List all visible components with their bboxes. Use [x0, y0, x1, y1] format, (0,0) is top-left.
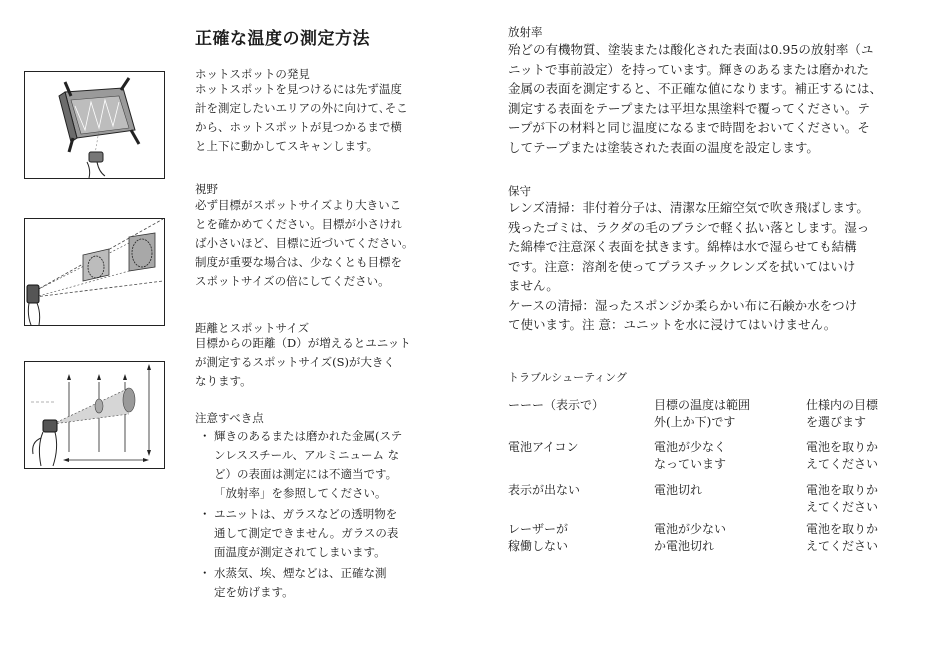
notes-list [195, 427, 435, 602]
text-line: ニットで事前設定）を持っています。輝きのあるまたは磨かれた [508, 61, 870, 77]
text-line: 外(上か下)です [654, 415, 736, 429]
text-line: 定を妨げます。 [214, 585, 294, 599]
text-line: 面温度が測定されてしまいます。 [214, 545, 386, 559]
text-line: ープが下の材料と同じ温度になるまで時間をおいてください。そ [508, 120, 870, 135]
text-line: 制度が重要な場合は、少なくとも目標を [195, 255, 402, 269]
text-line: なっています [654, 457, 727, 471]
text-line: 電池切れ [654, 483, 703, 497]
hotspot-scan-illustration [25, 72, 164, 178]
text-line: ユニットは、ガラスなどの透明物を [214, 507, 398, 521]
cause-cell [654, 397, 750, 431]
table-row [508, 482, 908, 518]
text-line: 電池が少なく [654, 440, 727, 454]
text-line: ません。 [508, 278, 559, 293]
distance-spot-figure [24, 361, 165, 469]
text-line: を選びます [806, 415, 867, 429]
text-line: 計を測定したいエリアの外に向けて､そこ [195, 101, 408, 115]
text-line: 目標の温度は範囲 [654, 398, 751, 412]
text-line: 通して測定できません。ガラスの表 [214, 526, 399, 540]
field-of-view-illustration [25, 219, 164, 325]
text-line: 必ず目標がスポットサイズより大きいこ [195, 198, 402, 212]
hotspot-scan-figure [24, 71, 165, 179]
notes-item [195, 564, 435, 602]
text-line: えてください [806, 457, 879, 471]
text-line: 金属の表面を測定すると、不正確な値になります。補正するには、 [508, 81, 883, 96]
bullet-mark: ・ [199, 566, 211, 580]
symptom-cell [508, 482, 580, 499]
text-line: とを確かめてください。目標が小さけれ [195, 217, 402, 231]
maintenance-heading: 保守 [508, 184, 531, 198]
text-line: 輝きのあるまたは磨かれた金属(ステ [214, 429, 403, 443]
troubleshooting-heading: トラブルシューティング [508, 371, 627, 384]
text-line: 電池を取りか [806, 522, 879, 536]
text-line: ホットスポットを見つけるには先ず温度 [195, 82, 402, 96]
action-cell [806, 521, 878, 555]
view-heading: 視野 [195, 182, 218, 196]
bullet-mark: ・ [199, 507, 211, 521]
cause-cell [654, 439, 726, 473]
symptom-cell [508, 439, 578, 456]
table-row [508, 439, 908, 475]
text-line: なります。 [195, 374, 252, 388]
table-row [508, 397, 908, 433]
notes-item [195, 505, 435, 562]
text-line: 仕様内の目標 [806, 398, 879, 412]
text-line: 表示が出ない [508, 483, 581, 497]
text-line: ンレススチール、アルミニューム な [214, 448, 400, 462]
view-text [195, 196, 414, 291]
hotspot-text [195, 80, 408, 156]
text-line: レンズ清掃：非付着分子は、清潔な圧縮空気で吹き飛ばします。 [508, 200, 869, 215]
text-line: 目標からの距離（D）が増えるとユニット [195, 336, 411, 350]
table-row [508, 521, 908, 557]
action-cell [806, 397, 878, 431]
bullet-mark: ・ [199, 429, 211, 443]
text-line: スポットサイズの倍にしてください。 [195, 274, 390, 288]
emissivity-heading: 放射率 [508, 25, 543, 39]
text-line: 電池が少ない [654, 522, 727, 536]
text-line: 電池を取りか [806, 483, 879, 497]
text-line: レーザーが [508, 522, 569, 536]
text-line: ど）の表面は測定には不適当です。 [214, 467, 398, 481]
distance-text [195, 334, 411, 391]
text-line: 「放射率」を参照してください。 [214, 486, 387, 500]
text-line: えてください [806, 539, 879, 553]
field-of-view-figure [24, 218, 165, 326]
text-line: と上下に動かしてスキャンします。 [195, 139, 379, 153]
text-line: です。注意：溶剤を使ってプラスチックレンズを拭いてはいけ [508, 258, 856, 274]
notes-item [195, 427, 435, 503]
text-line: 水蒸気、埃、煙などは、正確な測 [214, 566, 387, 580]
text-line: 測定する表面をテープまたは平坦な黒塗料で覆ってください。テ [508, 100, 870, 116]
emissivity-text [508, 40, 882, 157]
page-title: 正確な温度の測定方法 [195, 29, 370, 49]
text-line: て使います。注 意：ユニットを水に浸けてはいけません。 [508, 317, 837, 332]
text-line: 稼働しない [508, 539, 569, 553]
text-line: ば小さいほど、目標に近づいてください。 [195, 236, 414, 250]
text-line: 殆どの有機物質、塗装または酸化された表面は0.95の放射率（ユ [508, 42, 874, 57]
text-line: た綿棒で注意深く表面を拭きます。綿棒は水で湿らせても結構 [508, 239, 857, 254]
text-line: か電池切れ [654, 539, 715, 553]
text-line: 電池を取りか [806, 440, 879, 454]
hotspot-heading: ホットスポットの発見 [195, 67, 310, 81]
text-line: 電池アイコン [508, 440, 579, 454]
distance-heading: 距離とスポットサイズ [195, 321, 310, 335]
symptom-cell [508, 397, 604, 414]
distance-spot-illustration [25, 362, 164, 468]
text-line: から、ホットスポットが見つかるまで横 [195, 120, 402, 134]
notes-heading: 注意すべき点 [195, 411, 264, 425]
text-line: 残ったゴミは、ラクダの毛のブラシで軽く払い落とします。湿っ [508, 219, 870, 235]
text-line: ーーー（表示で） [508, 398, 605, 412]
action-cell [806, 439, 878, 473]
cause-cell [654, 521, 726, 555]
text-line: が測定するスポットサイズ(S)が大きく [195, 355, 395, 369]
maintenance-text [508, 198, 869, 335]
action-cell [806, 482, 878, 516]
text-line: ケースの清掃：湿ったスポンジか柔らかい布に石鹸か水をつけ [508, 297, 858, 313]
text-line: えてください [806, 500, 879, 514]
symptom-cell [508, 521, 568, 555]
cause-cell [654, 482, 702, 499]
text-line: してテープまたは塗装された表面の温度を設定します。 [508, 139, 819, 155]
